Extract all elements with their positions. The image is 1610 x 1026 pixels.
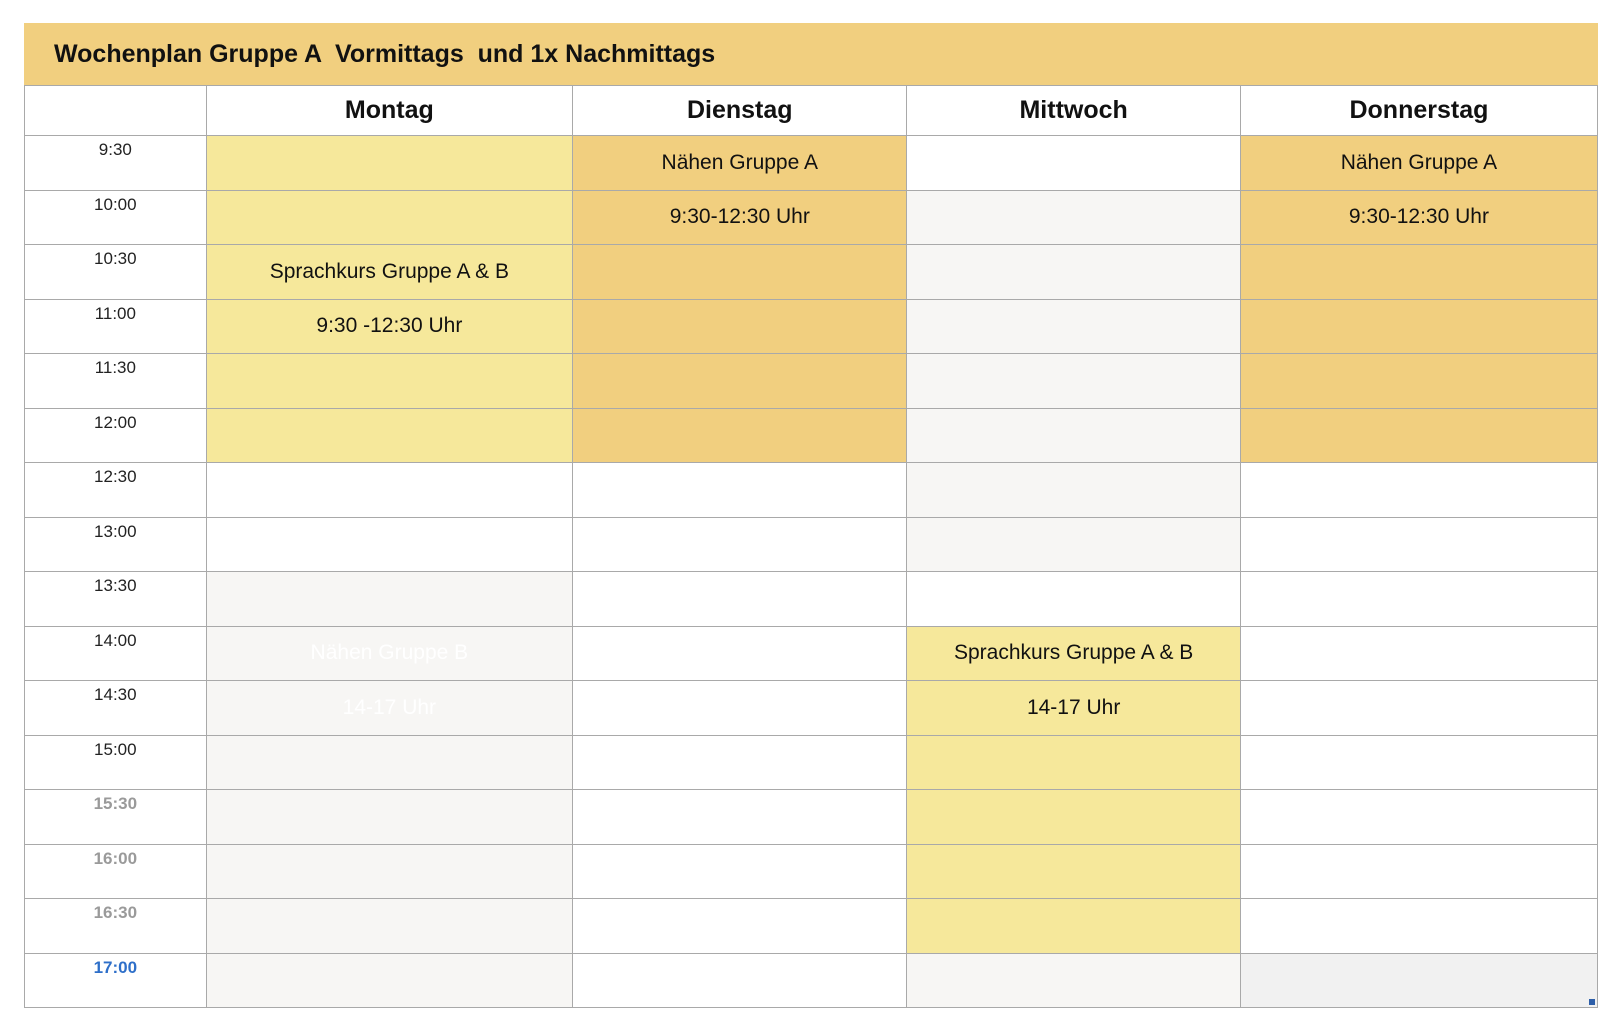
cell-donnerstag[interactable] xyxy=(1240,408,1597,463)
cell-dienstag[interactable] xyxy=(573,354,907,409)
event-title: Nähen Gruppe B xyxy=(310,641,469,665)
table-row xyxy=(25,299,1598,354)
time-label: 13:00 xyxy=(94,521,137,541)
cell-mittwoch[interactable] xyxy=(907,844,1240,899)
cell-mittwoch[interactable] xyxy=(907,517,1240,572)
time-label: 10:30 xyxy=(94,249,137,268)
cell-dienstag[interactable] xyxy=(573,626,907,681)
cell-mittwoch[interactable] xyxy=(907,299,1240,354)
cell-montag[interactable] xyxy=(206,844,572,899)
cell-donnerstag[interactable] xyxy=(1240,354,1597,409)
cell-mittwoch[interactable] xyxy=(907,735,1240,790)
cell-donnerstag[interactable] xyxy=(1240,626,1597,681)
cell-mittwoch[interactable] xyxy=(907,899,1240,954)
header-row xyxy=(25,86,1598,136)
event-time: 9:30 -12:30 Uhr xyxy=(316,314,463,338)
cell-dienstag[interactable] xyxy=(573,953,907,1008)
cell-donnerstag[interactable] xyxy=(1240,572,1597,627)
cell-dienstag[interactable] xyxy=(573,899,907,954)
schedule-sheet xyxy=(24,23,1598,1003)
cell-dienstag[interactable] xyxy=(573,463,907,518)
time-cell[interactable] xyxy=(25,681,207,736)
table-row xyxy=(25,899,1598,954)
event-time: 9:30-12:30 Uhr xyxy=(669,205,810,229)
time-label: 14:00 xyxy=(94,630,137,650)
corner-cell[interactable] xyxy=(25,86,207,136)
time-label: 14:30 xyxy=(94,685,137,704)
cell-mittwoch[interactable] xyxy=(907,354,1240,409)
cell-montag[interactable] xyxy=(206,953,572,1008)
table-row xyxy=(25,354,1598,409)
cell-montag[interactable] xyxy=(206,136,572,191)
cell-montag[interactable] xyxy=(206,899,572,954)
time-cell[interactable] xyxy=(25,572,207,627)
event-time: 9:30-12:30 Uhr xyxy=(1348,205,1489,229)
table-row xyxy=(25,844,1598,899)
cell-mittwoch[interactable] xyxy=(907,953,1240,1008)
time-label: 12:30 xyxy=(94,467,137,486)
cell-donnerstag[interactable] xyxy=(1240,463,1597,518)
table-row xyxy=(25,463,1598,518)
table-row xyxy=(25,572,1598,627)
cell-mittwoch[interactable] xyxy=(907,572,1240,627)
cell-montag[interactable] xyxy=(206,245,572,300)
cell-montag[interactable] xyxy=(206,408,572,463)
table-row xyxy=(25,735,1598,790)
time-label: 10:00 xyxy=(94,194,137,214)
time-label: 15:00 xyxy=(94,739,137,759)
time-label: 12:00 xyxy=(94,412,137,432)
time-cell[interactable] xyxy=(25,953,207,1008)
time-label: 11:30 xyxy=(94,358,136,377)
cell-montag[interactable] xyxy=(206,517,572,572)
table-row xyxy=(25,626,1598,681)
cell-montag[interactable] xyxy=(206,354,572,409)
title-bar xyxy=(24,23,1598,85)
cell-montag[interactable] xyxy=(206,463,572,518)
table-row xyxy=(25,517,1598,572)
cell-donnerstag[interactable] xyxy=(1240,136,1597,191)
cell-montag[interactable] xyxy=(206,681,572,736)
time-cell[interactable] xyxy=(25,463,207,518)
table-row xyxy=(25,245,1598,300)
cell-dienstag[interactable] xyxy=(573,572,907,627)
time-label: 16:30 xyxy=(93,903,138,922)
cell-montag[interactable] xyxy=(206,572,572,627)
cell-mittwoch[interactable] xyxy=(907,190,1240,245)
event-time: 14-17 Uhr xyxy=(1026,695,1121,719)
event-title: Sprachkurs Gruppe A & B xyxy=(954,641,1194,665)
time-cell[interactable] xyxy=(25,245,207,300)
event-title: Nähen Gruppe A xyxy=(661,150,818,174)
cell-dienstag[interactable] xyxy=(573,844,907,899)
day-header-montag[interactable]: Montag xyxy=(206,86,572,136)
time-cell[interactable] xyxy=(25,626,207,681)
time-label: 13:30 xyxy=(94,576,137,595)
selection-handle[interactable] xyxy=(1589,999,1595,1005)
cell-dienstag[interactable] xyxy=(573,735,907,790)
cell-donnerstag[interactable] xyxy=(1240,844,1597,899)
table-row xyxy=(25,136,1598,191)
cell-montag[interactable] xyxy=(206,735,572,790)
cell-dienstag[interactable] xyxy=(573,299,907,354)
time-cell[interactable] xyxy=(25,517,207,572)
cell-donnerstag[interactable] xyxy=(1240,299,1597,354)
cell-mittwoch[interactable] xyxy=(907,681,1240,736)
event-title: Sprachkurs Gruppe A & B xyxy=(269,259,509,283)
time-cell[interactable] xyxy=(25,844,207,899)
cell-donnerstag[interactable] xyxy=(1240,245,1597,300)
event-time: 14-17 Uhr xyxy=(342,695,437,719)
time-label: 15:30 xyxy=(93,794,138,813)
cell-montag[interactable] xyxy=(206,299,572,354)
page-title[interactable]: Wochenplan Gruppe A Vormittags und 1x Nachmittags xyxy=(54,40,716,68)
cell-donnerstag[interactable] xyxy=(1240,899,1597,954)
cell-donnerstag[interactable] xyxy=(1240,953,1597,1008)
schedule-table xyxy=(24,85,1598,1008)
cell-dienstag[interactable] xyxy=(573,681,907,736)
cell-donnerstag[interactable] xyxy=(1240,517,1597,572)
time-label: 16:00 xyxy=(93,848,138,868)
time-cell[interactable] xyxy=(25,354,207,409)
cell-mittwoch[interactable] xyxy=(907,408,1240,463)
time-cell[interactable] xyxy=(25,899,207,954)
time-cell[interactable] xyxy=(25,299,207,354)
time-cell[interactable] xyxy=(25,735,207,790)
table-row xyxy=(25,408,1598,463)
table-row xyxy=(25,790,1598,845)
cell-donnerstag[interactable] xyxy=(1240,790,1597,845)
time-cell[interactable] xyxy=(25,408,207,463)
cell-mittwoch[interactable] xyxy=(907,136,1240,191)
table-row xyxy=(25,681,1598,736)
cell-dienstag[interactable] xyxy=(573,190,907,245)
table-row xyxy=(25,190,1598,245)
cell-montag[interactable] xyxy=(206,626,572,681)
cell-mittwoch[interactable] xyxy=(907,626,1240,681)
table-row xyxy=(25,953,1598,1008)
day-header-donnerstag[interactable]: Donnerstag xyxy=(1240,86,1597,136)
cell-mittwoch[interactable] xyxy=(907,463,1240,518)
day-header-dienstag[interactable]: Dienstag xyxy=(573,86,907,136)
time-cell[interactable] xyxy=(25,190,207,245)
time-cell[interactable] xyxy=(25,790,207,845)
day-header-mittwoch[interactable]: Mittwoch xyxy=(907,86,1240,136)
cell-dienstag[interactable] xyxy=(573,790,907,845)
cell-donnerstag[interactable] xyxy=(1240,190,1597,245)
cell-donnerstag[interactable] xyxy=(1240,681,1597,736)
cell-montag[interactable] xyxy=(206,790,572,845)
cell-dienstag[interactable] xyxy=(573,245,907,300)
cell-donnerstag[interactable] xyxy=(1240,735,1597,790)
time-cell[interactable] xyxy=(25,136,207,191)
time-label: 17:00 xyxy=(93,957,138,977)
time-label: 11:00 xyxy=(94,303,136,323)
cell-mittwoch[interactable] xyxy=(907,245,1240,300)
cell-dienstag[interactable] xyxy=(573,408,907,463)
cell-mittwoch[interactable] xyxy=(907,790,1240,845)
cell-dienstag[interactable] xyxy=(573,136,907,191)
cell-montag[interactable] xyxy=(206,190,572,245)
cell-dienstag[interactable] xyxy=(573,517,907,572)
time-label: 9:30 xyxy=(98,140,132,159)
event-title: Nähen Gruppe A xyxy=(1340,150,1498,174)
